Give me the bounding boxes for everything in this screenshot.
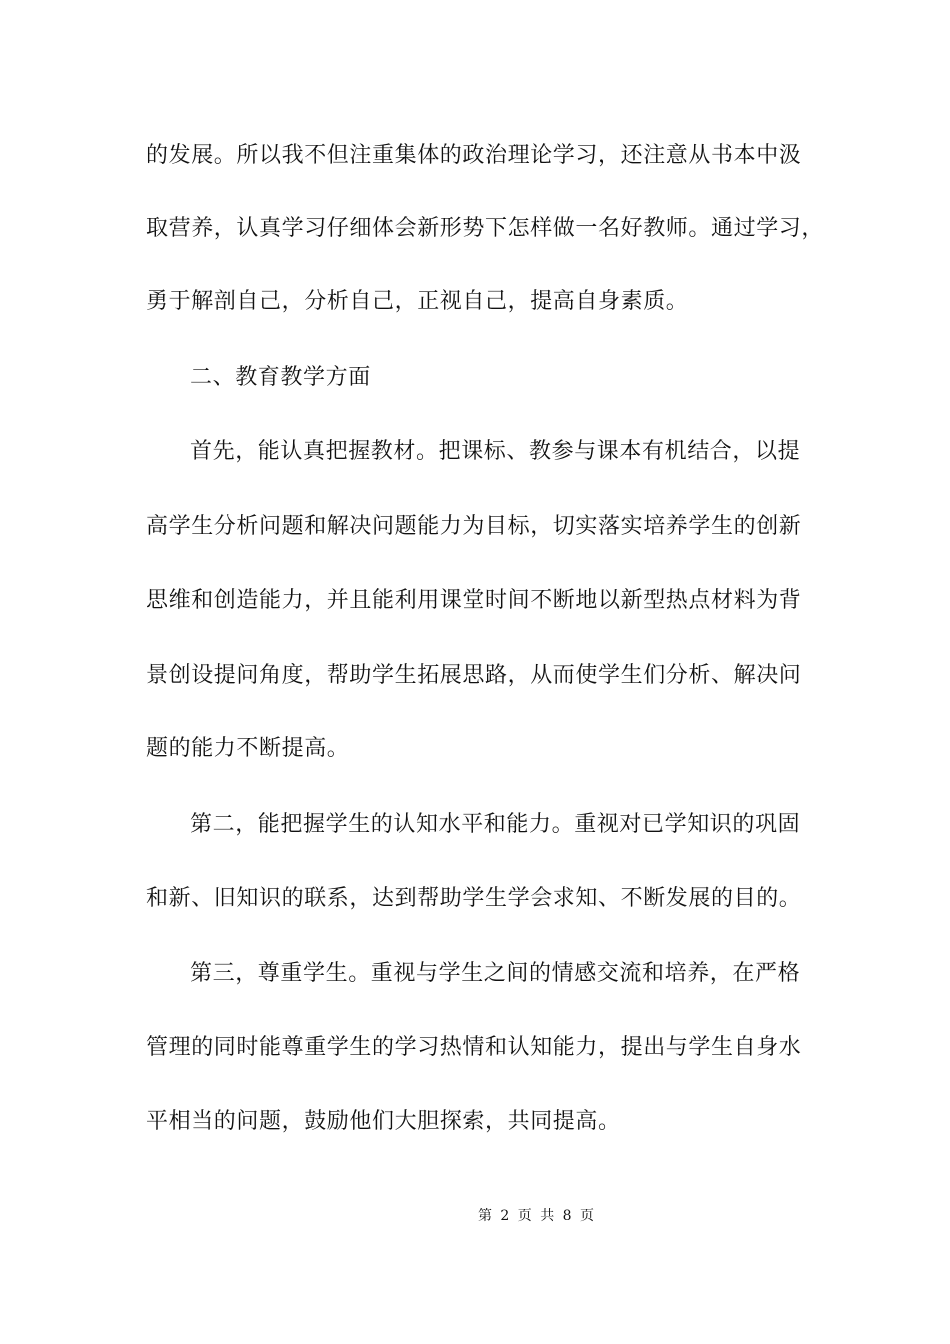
body-text-line: 管理的同时能尊重学生的学习热情和认知能力，提出与学生自身水 — [146, 1035, 802, 1060]
body-text-line: 高学生分析问题和解决问题能力为目标，切实落实培养学生的创新 — [146, 514, 802, 539]
body-text-line: 第二，能把握学生的认知水平和能力。重视对已学知识的巩固 — [190, 812, 801, 837]
body-text-line: 思维和创造能力，并且能利用课堂时间不断地以新型热点材料为背 — [146, 588, 802, 613]
page-footer — [0, 1206, 950, 1226]
body-text-line: 首先，能认真把握教材。把课标、教参与课本有机结合，以提 — [190, 439, 801, 464]
body-text-line: 和新、旧知识的联系，达到帮助学生学会求知、不断发展的目的。 — [146, 886, 802, 911]
body-text-line: 勇于解剖自己，分析自己，正视自己，提高自身素质。 — [146, 289, 689, 314]
body-text-line: 第三，尊重学生。重视与学生之间的情感交流和培养，在严格 — [190, 961, 801, 986]
body-text-line: 的发展。所以我不但注重集体的政治理论学习，还注意从书本中汲 — [146, 143, 802, 168]
section-heading: 二、教育教学方面 — [190, 365, 371, 390]
page-number: 第 2 页 共 8 页 — [477, 1208, 597, 1224]
body-text-line: 取营养，认真学习仔细体会新形势下怎样做一名好教师。通过学习， — [146, 216, 825, 241]
body-text-line: 景创设提问角度，帮助学生拓展思路，从而使学生们分析、解决问 — [146, 663, 802, 688]
body-text-line: 题的能力不断提高。 — [146, 736, 350, 761]
body-text-line: 平相当的问题，鼓励他们大胆探索，共同提高。 — [146, 1109, 621, 1134]
